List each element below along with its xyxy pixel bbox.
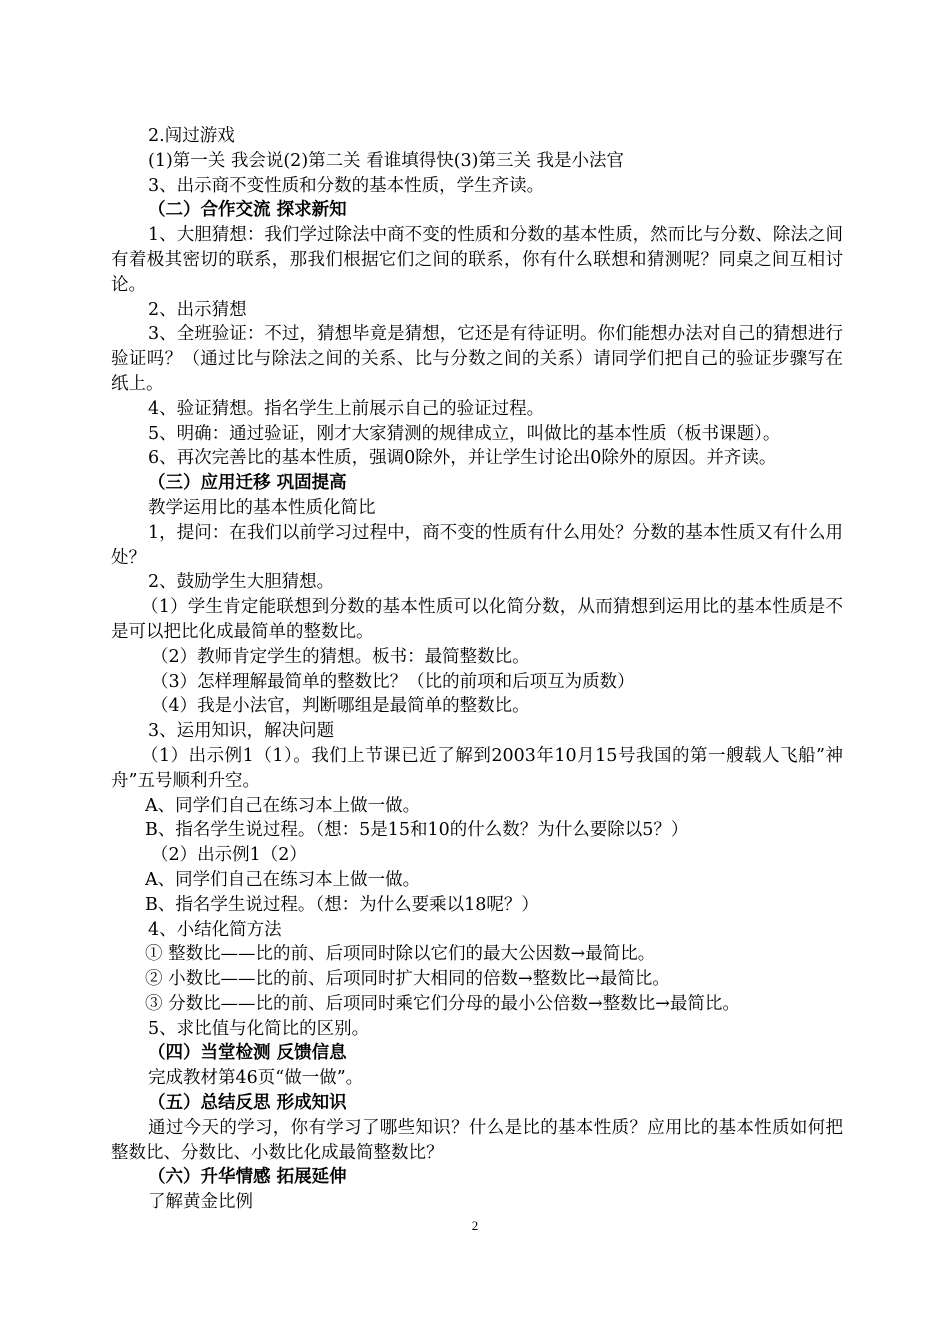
text-line: （4）我是小法官，判断哪组是最简单的整数比。 [151,696,530,717]
section-heading: （二）合作交流 探求新知 [148,200,347,221]
paragraph: 3、全班验证：不过，猜想毕竟是猜想，它还是有待证明。你们能想办法对自己的猜想进行验证吗？（通过比与除法之间的关系、比与分数之间的关系）请同学们把自己的验证步骤写在纸上。 [111,324,843,394]
section-heading: （六）升华情感 拓展延伸 [148,1167,347,1188]
text-line: A、同学们自己在练习本上做一做。 [145,869,421,890]
text-line: 2.闯过游戏 [148,126,235,146]
text-line: 6、再次完善比的基本性质，强调0除外，并让学生讨论出0除外的原因。并齐读。 [148,448,777,469]
section-heading: （三）应用迁移 巩固提高 [148,473,347,494]
paragraph: 通过今天的学习，你有学习了哪些知识？什么是比的基本性质？应用比的基本性质如何把整数比、分数比、小数比化成最简整数比？ [111,1117,843,1163]
text-line: （2）教师肯定学生的猜想。板书：最简整数比。 [151,646,530,667]
text-line: A、同学们自己在练习本上做一做。 [145,795,421,816]
text-line: 4、验证猜想。指名学生上前展示自己的验证过程。 [148,398,545,419]
text-line: 4、小结化简方法 [148,919,282,940]
text-line: 5、求比值与化简比的区别。 [148,1018,370,1039]
text-line: ① 整数比——比的前、后项同时除以它们的最大公因数→最简比。 [145,944,656,965]
section-heading: （四）当堂检测 反馈信息 [148,1043,347,1064]
document-body [111,124,843,1215]
text-line: B、指名学生说过程。（想：5是15和10的什么数？为什么要除以5？） [145,820,689,841]
text-line: B、指名学生说过程。（想：为什么要乘以18呢？） [145,894,539,915]
text-line: 2、出示猜想 [148,299,247,320]
text-line: 5、明确：通过验证，刚才大家猜测的规律成立，叫做比的基本性质（板书课题）。 [148,423,781,444]
text-line: （2）出示例1（2） [151,845,307,866]
text-line: 3、出示商不变性质和分数的基本性质，学生齐读。 [148,175,545,196]
paragraph: （1）出示例1（1）。我们上节课已近了解到2003年10月15号我国的第一艘载人飞船”神舟”五号顺利升空。 [111,745,843,791]
text-line: ③ 分数比——比的前、后项同时乘它们分母的最小公倍数→整数比→最简比。 [145,993,740,1014]
paragraph: 1，提问：在我们以前学习过程中，商不变的性质有什么用处？分数的基本性质又有什么用处？ [111,522,843,568]
text-line: ② 小数比——比的前、后项同时扩大相同的倍数→整数比→最简比。 [145,969,670,990]
paragraph: （1）学生肯定能联想到分数的基本性质可以化简分数，从而猜想到运用比的基本性质是不是可以把比化成最简单的整数比。 [111,597,843,642]
text-line: 完成教材第46页“做一做”。 [148,1068,364,1089]
text-line: （3）怎样理解最简单的整数比？（比的前项和后项互为质数） [151,671,635,692]
section-heading: （五）总结反思 形成知识 [148,1093,347,1114]
text-line: (1)第一关 我会说(2)第二关 看谁填得快(3)第三关 我是小法官 [148,150,625,171]
paragraph: 1、大胆猜想：我们学过除法中商不变的性质和分数的基本性质，然而比与分数、除法之间有着极其密切的联系，那我们根据它们之间的联系，你有什么联想和猜测呢？同桌之间互相讨论。 [111,225,843,295]
text-line: 2、鼓励学生大胆猜想。 [148,572,335,593]
text-line: 3、运用知识，解决问题 [148,721,335,742]
text-line: 教学运用比的基本性质化简比 [148,497,376,518]
text-line: 了解黄金比例 [148,1192,253,1213]
page-number: 2 [471,1218,479,1233]
